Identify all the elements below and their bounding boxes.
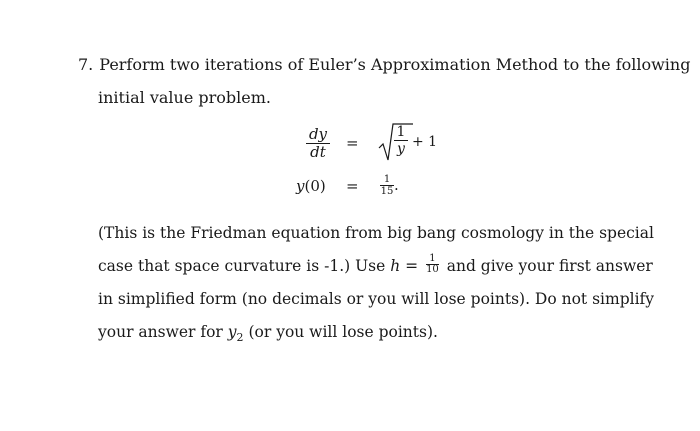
- y-subscript: 2: [236, 331, 244, 345]
- initial-condition-function: y: [296, 177, 305, 195]
- paragraph-line-4-text-b: (or you will lose points).: [243, 323, 438, 341]
- radicand-numerator: 1: [396, 124, 406, 140]
- problem-number: 7.: [78, 55, 94, 74]
- paragraph-line-2-text-b: and give your first answer: [441, 257, 653, 275]
- paragraph-line-4-text-a: your answer for: [98, 323, 228, 341]
- problem-intro-text: Perform two iterations of Euler’s Approximation Method to the following: [99, 55, 691, 74]
- step-size-symbol: h: [390, 257, 401, 275]
- paragraph-line-2: [98, 252, 653, 278]
- y-variable: y: [227, 323, 237, 341]
- equals-sign-2: =: [346, 177, 359, 195]
- radicand-fraction: [394, 124, 408, 157]
- square-root-expression: [378, 122, 438, 162]
- paragraph-line-3: in simplified form (no decimals or you will lose points). Do not simplify: [98, 290, 655, 308]
- paragraph-line-1: (This is the Friedman equation from big bang cosmology in the special: [98, 224, 654, 242]
- equals-sign-1: =: [346, 134, 359, 152]
- derivative-numerator: dy: [308, 125, 328, 143]
- step-size-equals: =: [400, 257, 424, 275]
- paragraph-line-4: [98, 321, 438, 349]
- initial-value-denominator: 15: [380, 186, 394, 197]
- derivative-denominator: dt: [310, 143, 326, 161]
- problem-statement-line-2: initial value problem.: [98, 88, 271, 107]
- derivative-fraction: [306, 126, 330, 161]
- step-size-denominator: 10: [426, 263, 439, 275]
- plus-one-term: + 1: [412, 134, 438, 150]
- initial-value-numerator: 1: [383, 174, 391, 185]
- initial-value-fraction: [380, 174, 394, 197]
- paragraph-line-2-text-a: case that space curvature is -1.) Use: [98, 257, 391, 275]
- equation-period: .: [394, 176, 399, 194]
- step-size-numerator: 1: [429, 252, 436, 264]
- radicand-denominator: y: [397, 141, 405, 157]
- initial-condition-lhs: [296, 177, 326, 195]
- step-size-fraction: [426, 254, 439, 275]
- problem-statement-line-1: [78, 54, 690, 76]
- initial-condition-argument: (0): [304, 177, 326, 195]
- equation-block: [290, 122, 490, 202]
